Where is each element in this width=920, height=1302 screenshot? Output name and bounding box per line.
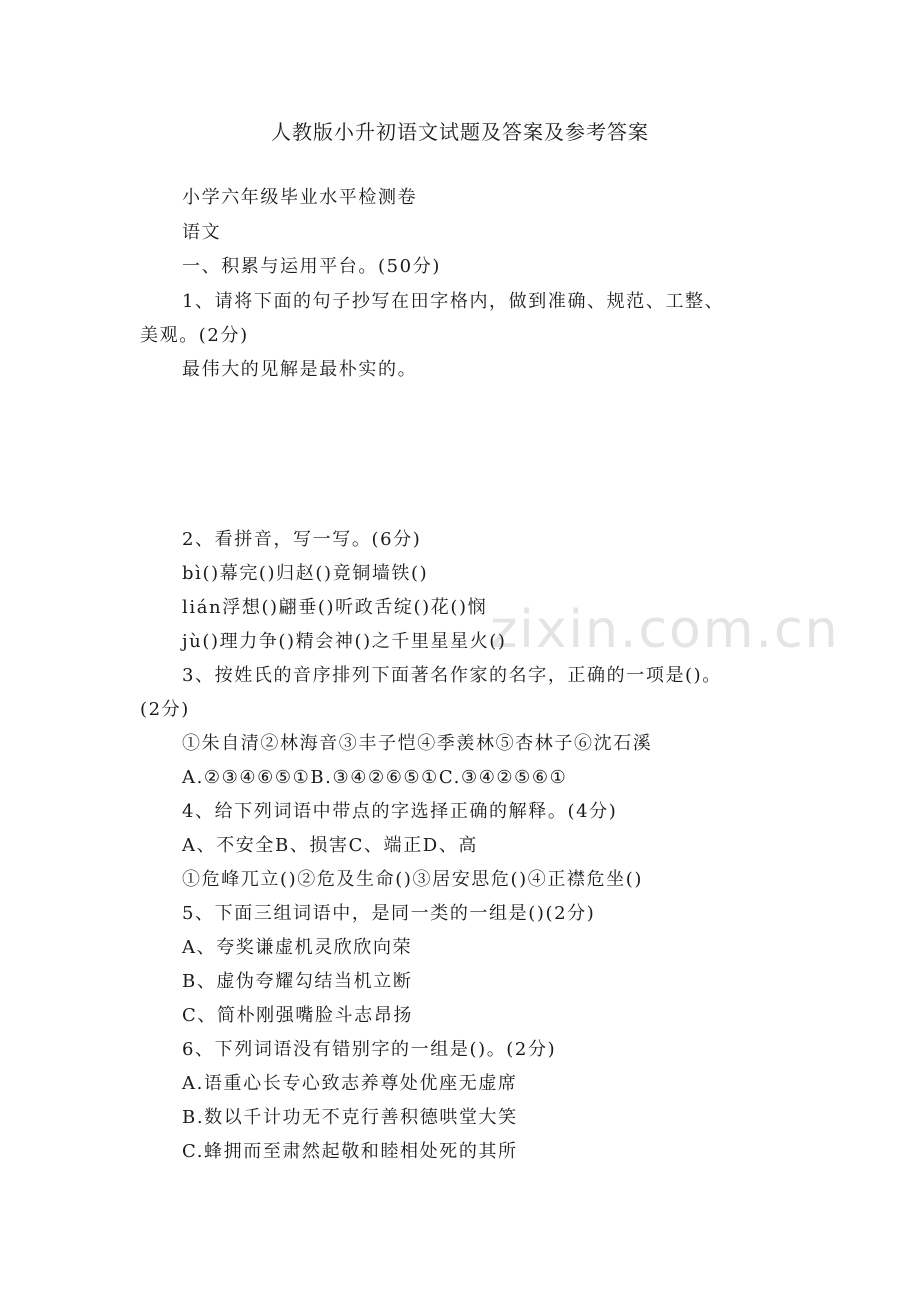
question-6-option-c: C.蜂拥而至肃然起敬和睦相处死的其所 — [182, 1141, 518, 1162]
subtitle-exam: 小学六年级毕业水平检测卷 — [182, 187, 418, 208]
question-3: 3、按姓氏的音序排列下面著名作家的名字，正确的一项是()。 — [182, 665, 722, 686]
question-5-option-c: C、简朴刚强嘴脸斗志昂扬 — [182, 1005, 413, 1026]
question-6: 6、下列词语没有错别字的一组是()。(2分) — [182, 1039, 557, 1060]
question-2-line-2: lián浮想()翩垂()听政舌绽()花()悯 — [182, 597, 488, 618]
question-3-names: ①朱自清②林海音③丰子恺④季羡林⑤杏林子⑥沈石溪 — [182, 733, 653, 754]
question-2: 2、看拼音，写一写。(6分) — [182, 529, 422, 550]
question-4: 4、给下列词语中带点的字选择正确的解释。(4分) — [182, 801, 618, 822]
question-2-line-1: bì()幕完()归赵()竟铜墙铁() — [182, 563, 429, 584]
question-1-cont: 美观。(2分) — [140, 325, 249, 346]
question-5-option-b: B、虚伪夸耀勾结当机立断 — [182, 971, 413, 992]
question-6-option-b: B.数以千计功无不克行善积德哄堂大笑 — [182, 1107, 518, 1128]
question-1-sentence: 最伟大的见解是最朴实的。 — [182, 359, 418, 380]
question-3-options: A.②③④⑥⑤①B.③④②⑥⑤①C.③④②⑤⑥① — [182, 767, 568, 788]
watermark: zixin.com.cn — [490, 600, 840, 660]
question-3-cont: (2分) — [140, 699, 190, 720]
section-heading: 一、积累与运用平台。(50分) — [182, 256, 441, 277]
question-6-option-a: A.语重心长专心致志养尊处优座无虚席 — [182, 1073, 518, 1094]
question-5: 5、下面三组词语中，是同一类的一组是()(2分) — [182, 903, 596, 924]
question-1: 1、请将下面的句子抄写在田字格内，做到准确、规范、工整、 — [182, 291, 725, 312]
question-4-items: ①危峰兀立()②危及生命()③居安思危()④正襟危坐() — [182, 869, 643, 890]
question-2-line-3: jù()理力争()精会神()之千里星星火() — [182, 631, 507, 652]
question-4-options: A、不安全B、损害C、端正D、高 — [182, 835, 479, 856]
document-title: 人教版小升初语文试题及答案及参考答案 — [271, 120, 649, 144]
subject-label: 语文 — [182, 222, 222, 243]
question-5-option-a: A、夸奖谦虚机灵欣欣向荣 — [182, 937, 413, 958]
